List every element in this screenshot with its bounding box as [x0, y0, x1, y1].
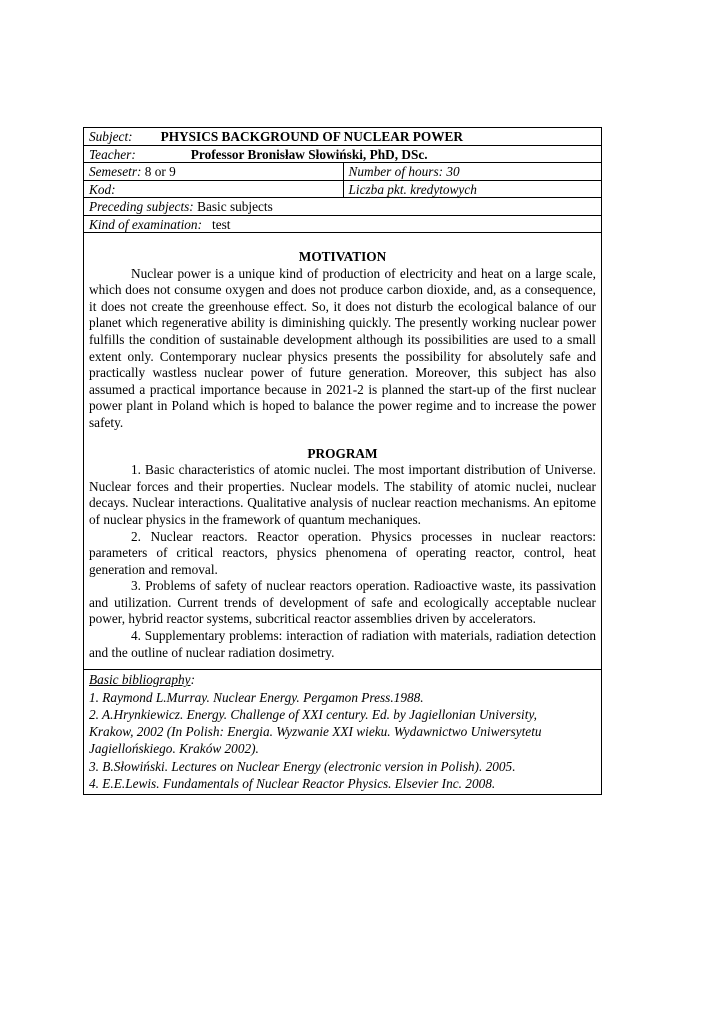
preceding-value: Basic subjects	[197, 199, 273, 214]
preceding-row	[84, 198, 601, 216]
program-item: 2. Nuclear reactors. Reactor operation. Physics processes in nuclear reactors: parameters of critical reactors, physics phenomena of operating reactor, control, heat generation and removal.	[89, 528, 596, 577]
exam-row	[84, 216, 601, 234]
teacher-cell	[84, 146, 433, 163]
subject-row	[84, 128, 601, 146]
teacher-row	[84, 146, 601, 164]
teacher-value: Professor Bronisław Słowiński, PhD, DSc.	[190, 146, 428, 162]
bibliography-title: Basic bibliography	[89, 672, 191, 688]
subject-value: PHYSICS BACKGROUND OF NUCLEAR POWER	[160, 129, 463, 144]
program-item: 1. Basic characteristics of atomic nuclei. The most important distribution of Universe. Nuclear forces and their properties. Nuclear models. The stability of atomic nuclei, nuclear decays. Nuclear interactions. Qualitative analysis of nuclear reaction mechanisms. An epitome of nuclear physics in the framework of quantum mechaniques.	[89, 462, 596, 527]
bibliography-line: 2. A.Hrynkiewicz. Energy. Challenge of XXI century. Ed. by Jagiellonian University,	[89, 706, 537, 722]
kod-label: Kod:	[89, 181, 116, 197]
semester-value: 8 or 9	[144, 164, 176, 179]
bibliography-section	[84, 670, 601, 794]
preceding-label: Preceding subjects:	[89, 199, 194, 214]
hours-cell	[343, 163, 602, 180]
bibliography-line: Krakow, 2002 (In Polish: Energia. Wyzwanie XXI wieku. Wydawnictwo Uniwersytetu	[89, 724, 542, 740]
program-item: 3. Problems of safety of nuclear reactors operation. Radioactive waste, its passivation and utilization. Current trends of development of safe and ecologically acceptable nuclear power, hybrid reactor systems, subcritical reactor assemblies driven by accelerators.	[89, 578, 596, 627]
exam-cell	[84, 216, 235, 233]
credits-cell	[343, 181, 602, 198]
bibliography-line: Jagiellońskiego. Kraków 2002).	[89, 741, 259, 757]
credits-label: Liczba pkt. kredytowych	[348, 181, 477, 197]
bibliography-colon: :	[190, 672, 196, 688]
exam-value: test	[212, 216, 231, 232]
kod-cell	[84, 181, 343, 198]
teacher-label: Teacher:	[89, 146, 136, 162]
program-item: 4. Supplementary problems: interaction of radiation with materials, radiation detection and the outline of nuclear radiation dosimetry.	[89, 628, 596, 660]
subject-label: Subject:	[89, 129, 133, 144]
preceding-cell	[84, 198, 278, 215]
bibliography-title-line	[89, 671, 596, 688]
semester-row	[84, 163, 601, 181]
exam-label: Kind of examination:	[89, 216, 203, 232]
subject-cell	[84, 128, 468, 145]
motivation-heading: MOTIVATION	[298, 249, 387, 264]
kod-row	[84, 181, 601, 199]
semester-cell	[84, 163, 343, 180]
description-section	[84, 233, 601, 670]
motivation-paragraph: Nuclear power is a unique kind of production of electricity and heat on a large scale, which does not consume oxygen and does not produce carbon dioxide, and, as a consequence, it does not create the greenhouse effect. So, it does not disturb the ecological balance of our planet which regenerative ability is diminishing quickly. The presently working nuclear power fulfills the condition of sustainable development although its possibilities are used to a small extent only. Contemporary nuclear physics presents the possibility for absolutely safe and practically wastless nuclear power of future generation. Moreover, this subject has also assumed a practical importance because in 2021-2 is planned the start-up of the first nuclear power plant in Poland which is hoped to balance the power regime and to increase the power safety.	[89, 265, 596, 430]
semester-label: Semesetr:	[89, 164, 142, 179]
syllabus-sheet	[83, 127, 602, 795]
bibliography-line: 1. Raymond L.Murray. Nuclear Energy. Pergamon Press.1988.	[89, 689, 424, 705]
hours-label: Number of hours: 30	[348, 164, 460, 179]
bibliography-line: 3. B.Słowiński. Lectures on Nuclear Energy (electronic version in Polish). 2005.	[89, 758, 516, 774]
bibliography-line: 4. E.E.Lewis. Fundamentals of Nuclear Reactor Physics. Elsevier Inc. 2008.	[89, 776, 496, 792]
program-heading: PROGRAM	[307, 445, 378, 461]
